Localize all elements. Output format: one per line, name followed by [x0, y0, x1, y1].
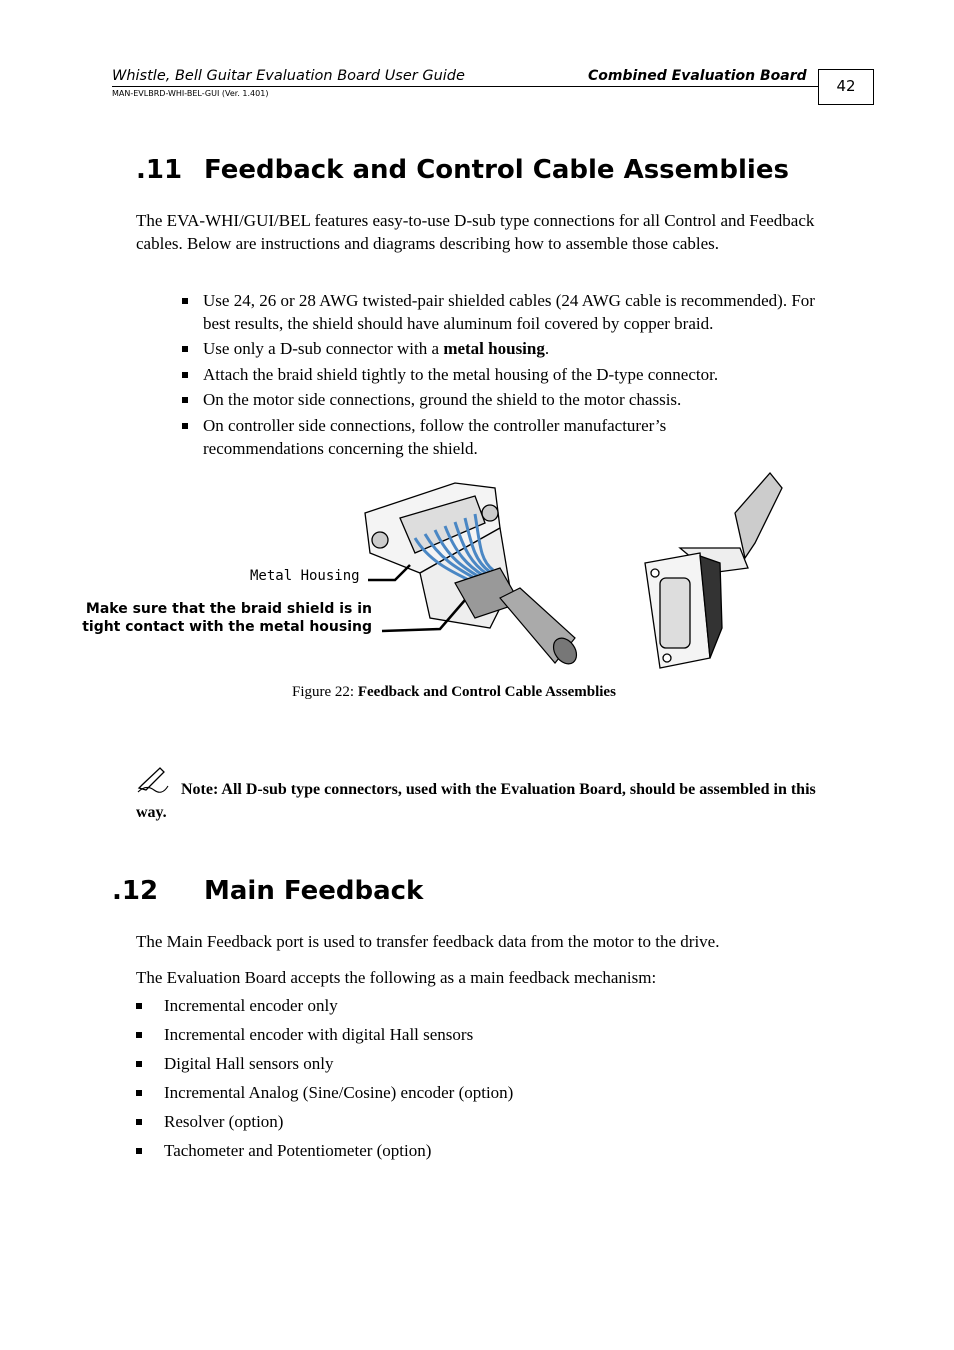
- figure-label-braid: Make sure that the braid shield is in tight contact with the metal housing: [82, 601, 372, 635]
- bullet-text: On the motor side connections, ground the shield to the motor chassis.: [203, 390, 682, 409]
- figure-label-metal-housing: Metal Housing: [250, 568, 360, 584]
- feedback-list-item: [136, 1139, 736, 1162]
- bullet-item: [182, 388, 822, 411]
- note-text: [136, 778, 836, 824]
- header-rule: [112, 86, 818, 87]
- callout-leader-lines: [360, 545, 470, 635]
- section-12-para-1: The Main Feedback port is used to transfer feedback data from the motor to the drive.: [136, 932, 720, 951]
- header-title: Whistle, Bell Guitar Evaluation Board User Guide: [112, 68, 465, 84]
- section-11-number: .11: [136, 155, 183, 185]
- page-number: 42: [818, 69, 874, 105]
- section-12-para-2: The Evaluation Board accepts the following as a main feedback mechanism:: [136, 968, 657, 987]
- note-body: Note: All D-sub type connectors, used with the Evaluation Board, should be assembled in this way.: [136, 781, 816, 821]
- feedback-item-text: Incremental Analog (Sine/Cosine) encoder (option): [164, 1083, 514, 1102]
- feedback-list-item: [136, 1052, 736, 1075]
- figure-caption-title: Feedback and Control Cable Assemblies: [357, 684, 616, 700]
- feedback-list-item: [136, 1081, 736, 1104]
- bullet-text: Use 24, 26 or 28 AWG twisted-pair shielded cables (24 AWG cable is recommended). For best results, the shield should have aluminum foil covered by copper braid.: [203, 291, 815, 333]
- bullet-item: [182, 363, 822, 386]
- feedback-item-text: Incremental encoder only: [164, 996, 338, 1015]
- bullet-text: Attach the braid shield tightly to the metal housing of the D-type connector.: [203, 365, 719, 384]
- section-12-title: Main Feedback: [204, 876, 424, 906]
- bullet-bold-text: metal housing: [443, 339, 545, 358]
- figure-caption-prefix: Figure 22:: [292, 684, 358, 700]
- feedback-item-text: Tachometer and Potentiometer (option): [164, 1141, 432, 1160]
- section-11-title: Feedback and Control Cable Assemblies: [204, 155, 789, 185]
- section-11-intro: The EVA-WHI/GUI/BEL features easy-to-use D-sub type connections for all Control and Feedback cables. Below are instructions and diagrams describing how to assemble those cables.: [136, 211, 815, 253]
- bullet-text: Use only a D-sub connector with a: [203, 339, 444, 358]
- figure-caption: [292, 681, 616, 704]
- feedback-item-text: Digital Hall sensors only: [164, 1054, 334, 1073]
- bullet-item: [182, 414, 742, 460]
- header-section: Combined Evaluation Board: [588, 68, 807, 84]
- right-connector: [645, 473, 782, 668]
- bullet-item: [182, 337, 822, 360]
- section-12-number: .12: [112, 876, 159, 906]
- feedback-list-item: [136, 1110, 736, 1133]
- feedback-list-item: [136, 1023, 736, 1046]
- feedback-item-text: Incremental encoder with digital Hall sensors: [164, 1025, 474, 1044]
- header-doc-id: MAN-EVLBRD-WHI-BEL-GUI (Ver. 1.401): [112, 89, 269, 98]
- bullet-item: [182, 289, 822, 335]
- feedback-list-item: [136, 994, 736, 1017]
- bullet-text-end: .: [544, 339, 550, 358]
- feedback-item-text: Resolver (option): [164, 1112, 284, 1131]
- bullet-text: On controller side connections, follow the controller manufacturer’s recommendations concerning the shield.: [203, 416, 667, 458]
